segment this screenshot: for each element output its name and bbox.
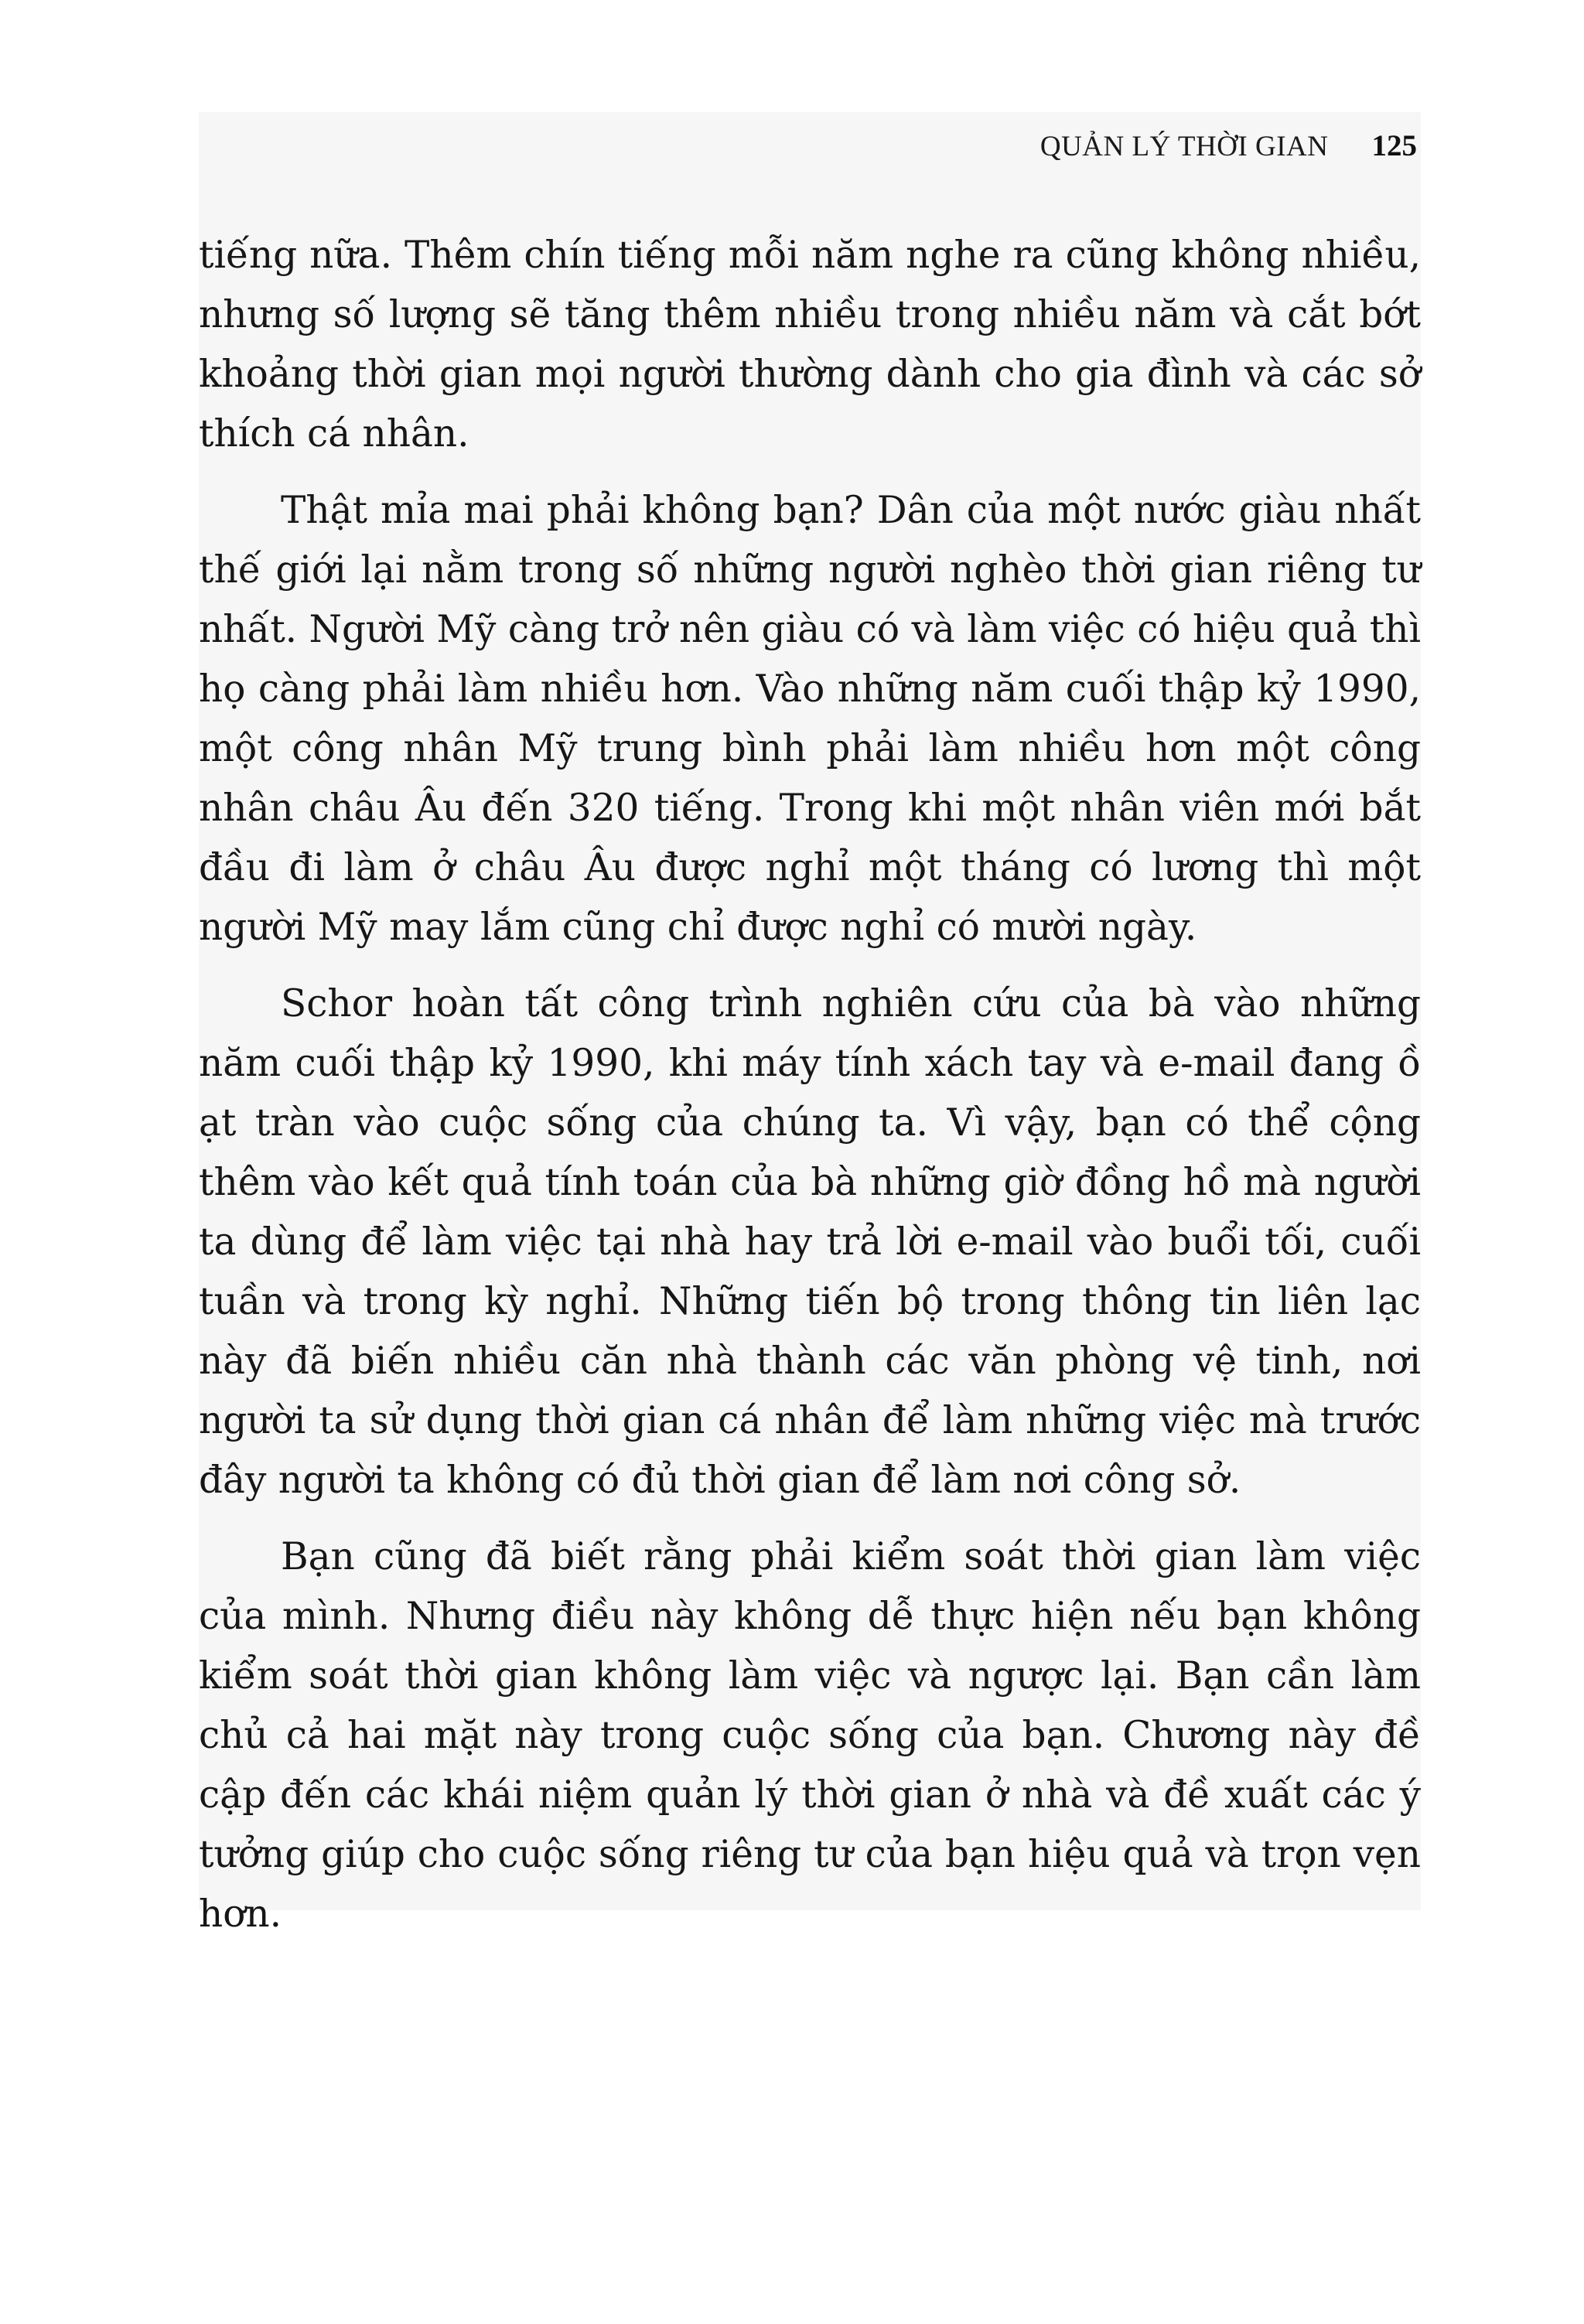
- running-head: [1040, 128, 1417, 163]
- paragraph: Bạn cũng đã biết rằng phải kiểm soát thời gian làm việc của mình. Nhưng điều này không dễ thực hiện nếu bạn không kiểm soát thời gian không làm việc và ngược lại. Bạn cần làm chủ cả hai mặt này trong cuộc sống của bạn. Chương này đề cập đến các khái niệm quản lý thời gian ở nhà và đề xuất các ý tưởng giúp cho cuộc sống riêng tư của bạn hiệu quả và trọn vẹn hơn.: [199, 1535, 1421, 1936]
- paragraph: Schor hoàn tất công trình nghiên cứu của bà vào những năm cuối thập kỷ 1990, khi máy tính xách tay và e-mail đang ồ ạt tràn vào cuộc sống của chúng ta. Vì vậy, bạn có thể cộng thêm vào kết quả tính toán của bà những giờ đồng hồ mà người ta dùng để làm việc tại nhà hay trả lời e-mail vào buổi tối, cuối tuần và trong kỳ nghỉ. Những tiến bộ trong thông tin liên lạc này đã biến nhiều căn nhà thành các văn phòng vệ tinh, nơi người ta sử dụng thời gian cá nhân để làm những việc mà trước đây người ta không có đủ thời gian để làm nơi công sở.: [199, 982, 1421, 1502]
- paragraph-continued: tiếng nữa. Thêm chín tiếng mỗi năm nghe ra cũng không nhiều, nhưng số lượng sẽ tăng thêm nhiều trong nhiều năm và cắt bớt khoảng thời gian mọi người thường dành cho gia đình và các sở thích cá nhân.: [199, 234, 1421, 456]
- paragraph: Thật mỉa mai phải không bạn? Dân của một nước giàu nhất thế giới lại nằm trong số những người nghèo thời gian riêng tư nhất. Người Mỹ càng trở nên giàu có và làm việc có hiệu quả thì họ càng phải làm nhiều hơn. Vào những năm cuối thập kỷ 1990, một công nhân Mỹ trung bình phải làm nhiều hơn một công nhân châu Âu đến 320 tiếng. Trong khi một nhân viên mới bắt đầu đi làm ở châu Âu được nghỉ một tháng có lương thì một người Mỹ may lắm cũng chỉ được nghỉ có mười ngày.: [199, 489, 1421, 949]
- page-number: 125: [1371, 129, 1417, 162]
- body-text: [199, 226, 1421, 1944]
- chapter-title: QUẢN LÝ THỜI GIAN: [1040, 131, 1329, 162]
